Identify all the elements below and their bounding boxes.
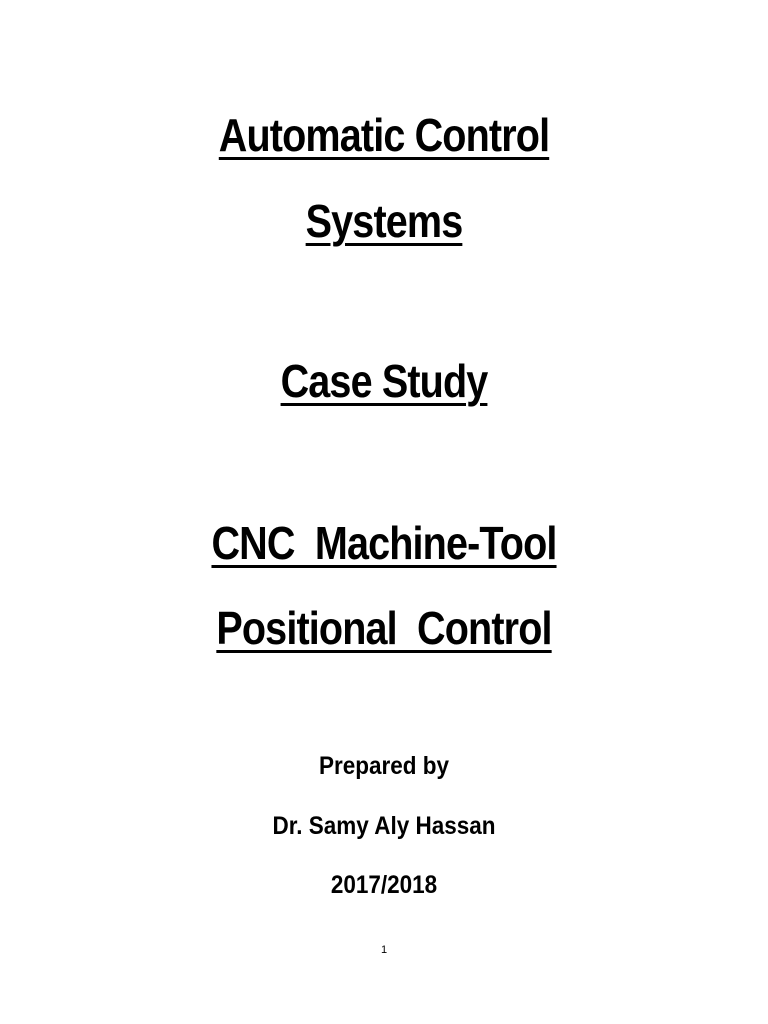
topic-line-1: CNC Machine-Tool xyxy=(211,517,557,569)
topic-line-2: Positional Control xyxy=(216,602,552,654)
title-line-1: Automatic Control xyxy=(218,109,550,161)
title-line-2: Systems xyxy=(305,195,463,247)
prepared-by-label: Prepared by xyxy=(318,752,450,780)
subtitle: Case Study xyxy=(280,355,488,407)
academic-year: 2017/2018 xyxy=(330,871,438,899)
author-name: Dr. Samy Aly Hassan xyxy=(272,812,496,840)
page-number: 1 xyxy=(380,944,388,956)
